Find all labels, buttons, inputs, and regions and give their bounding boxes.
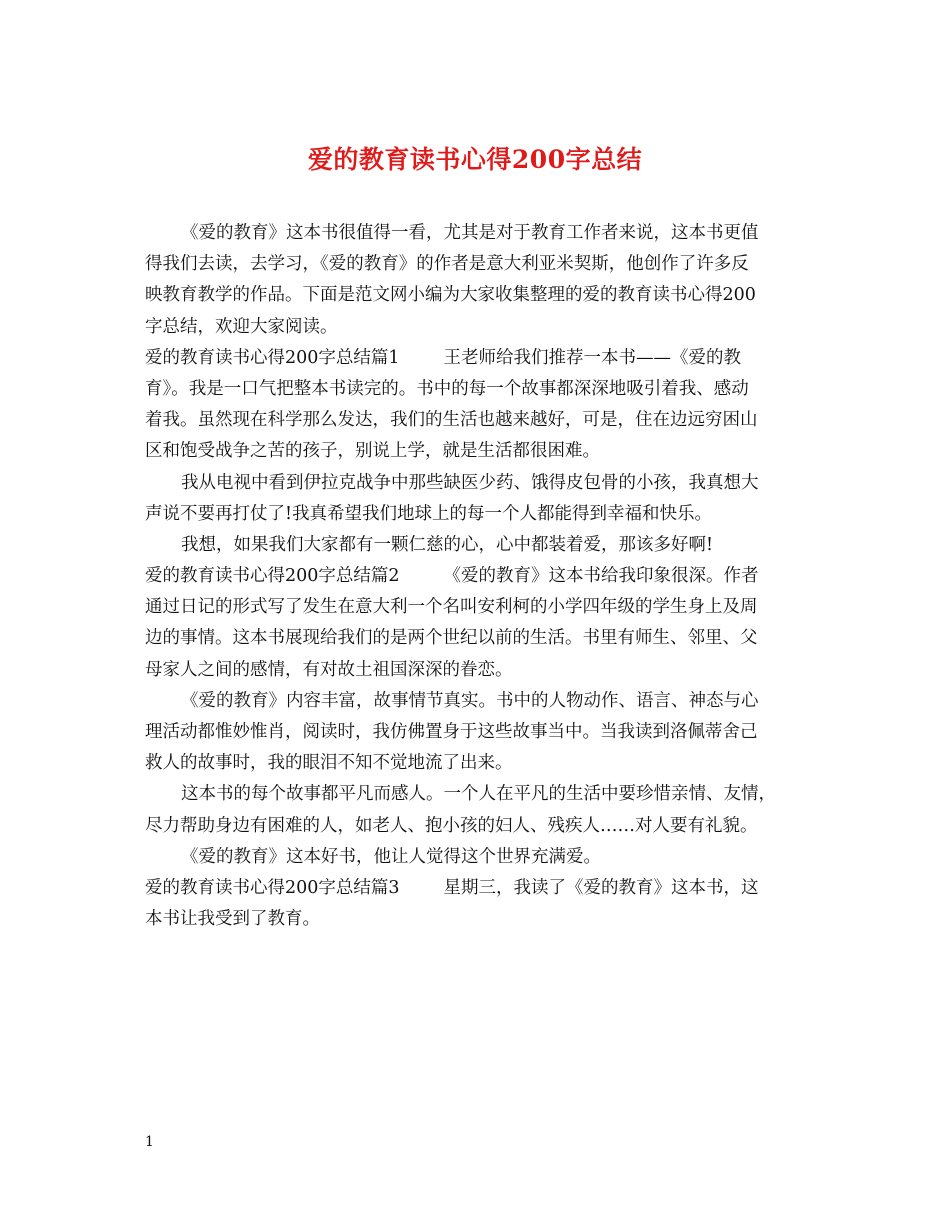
line-text: 通过日记的形式写了发生在意大利一个名叫安利柯的小学四年级的学生身上及周 [145, 597, 758, 618]
text-line [145, 811, 805, 842]
line-text: 《爱的教育》这本书很值得一看，尤其是对于教育工作者来说，这本书更值 [181, 223, 759, 243]
page-number: 1 [145, 1134, 154, 1150]
text-line [145, 748, 805, 779]
line-text: 救人的故事时，我的眼泪不知不觉地流了出来。 [145, 753, 513, 774]
text-line [145, 280, 805, 311]
line-text: 声说不要再打仗了!我真希望我们地球上的每一个人都能得到幸福和快乐。 [145, 503, 713, 524]
line-text: 区和饱受战争之苦的孩子，别说上学，就是生活都很困难。 [145, 441, 600, 462]
document-body [145, 218, 805, 935]
section-heading: 爱的教育读书心得200字总结篇1 [145, 347, 400, 368]
text-line [145, 561, 805, 592]
text-line [145, 436, 805, 467]
text-line [145, 779, 805, 810]
line-text: 边的事情。这本书展现给我们的是两个世纪以前的生活。书里有师生、邻里、父 [145, 628, 758, 649]
line-text: 字总结，欢迎大家阅读。 [145, 316, 338, 337]
line-text: 《爱的教育》这本好书，他让人觉得这个世界充满爱。 [181, 846, 601, 867]
line-text: 映教育教学的作品。下面是范文网小编为大家收集整理的爱的教育读书心得200 [145, 285, 756, 306]
text-line [145, 405, 805, 436]
line-text: 我想，如果我们大家都有一颗仁慈的心，心中都装着爱，那该多好啊! [181, 534, 714, 555]
section-heading: 爱的教育读书心得200字总结篇2 [145, 566, 400, 587]
text-line [145, 374, 805, 405]
text-line [145, 592, 805, 623]
text-line [145, 842, 805, 873]
text-line [145, 499, 805, 530]
document-title: 爱的教育读书心得200字总结 [307, 145, 643, 174]
text-line [145, 873, 805, 904]
text-line [145, 904, 805, 935]
line-text: 本书让我受到了教育。 [145, 909, 320, 930]
text-line [145, 623, 805, 654]
line-text: 着我。虽然现在科学那么发达，我们的生活也越来越好，可是，住在边远穷困山 [145, 410, 758, 431]
line-text: 理活动都惟妙惟肖，阅读时，我仿佛置身于这些故事当中。当我读到洛佩蒂舍己 [145, 722, 758, 742]
line-text: 《爱的教育》这本书给我印象很深。作者 [443, 566, 759, 587]
section-heading: 爱的教育读书心得200字总结篇3 [145, 877, 400, 898]
text-line [145, 655, 805, 686]
line-text: 育》。我是一口气把整本书读完的。书中的每一个故事都深深地吸引着我、感动 [145, 378, 749, 399]
line-text: 星期三，我读了《爱的教育》这本书，这 [443, 877, 759, 898]
text-line [145, 312, 805, 343]
text-line [145, 468, 805, 499]
text-line [145, 530, 805, 561]
line-text: 王老师给我们推荐一本书——《爱的教 [443, 347, 742, 368]
text-line [145, 218, 805, 249]
line-text: 我从电视中看到伊拉克战争中那些缺医少药、饿得皮包骨的小孩，我真想大 [181, 472, 759, 493]
text-line [145, 686, 805, 717]
line-text: 尽力帮助身边有困难的人，如老人、抱小孩的妇人、残疾人……对人要有礼貌。 [145, 815, 758, 836]
line-text: 母家人之间的感情，有对故土祖国深深的眷恋。 [145, 659, 513, 680]
text-line [145, 343, 805, 374]
text-line [145, 717, 805, 748]
text-line [145, 249, 805, 280]
line-text: 《爱的教育》内容丰富，故事情节真实。书中的人物动作、语言、神态与心 [181, 690, 759, 711]
line-text: 得我们去读，去学习，《爱的教育》的作者是意大利亚米契斯，他创作了许多反 [145, 254, 749, 275]
line-text: 这本书的每个故事都平凡而感人。一个人在平凡的生活中要珍惜亲情、友情， [181, 784, 776, 805]
